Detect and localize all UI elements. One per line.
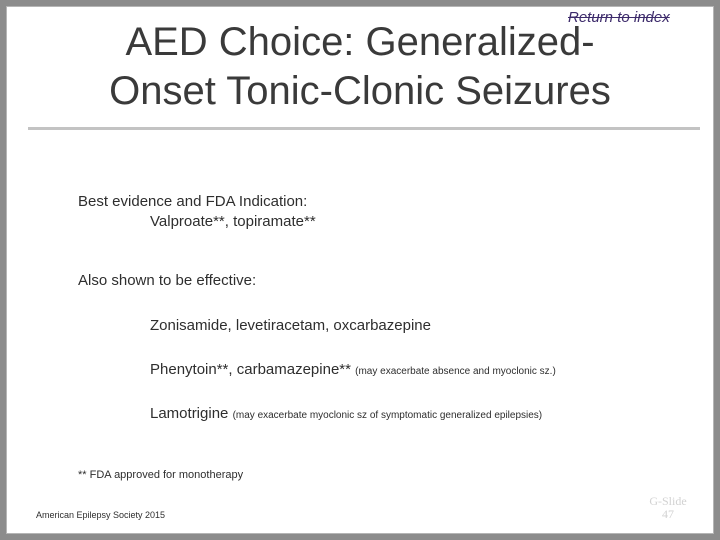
slide-title-line-2: Onset Tonic-Clonic Seizures	[109, 69, 611, 113]
list-item	[150, 405, 542, 422]
footer-source: American Epilepsy Society 2015	[36, 510, 166, 520]
list-item	[150, 361, 556, 378]
slide-number-value: 47	[662, 507, 674, 521]
title-divider	[28, 127, 700, 130]
footnote: ** FDA approved for monotherapy	[78, 469, 244, 481]
list-item-caveat: (may exacerbate absence and myoclonic sz.)	[355, 366, 556, 377]
slide-number-label: G-Slide	[649, 494, 687, 508]
slide-title-line-1: AED Choice: Generalized-	[125, 20, 595, 64]
list-item	[150, 317, 431, 334]
list-item-drugs: Lamotrigine	[150, 405, 229, 422]
best-evidence-heading: Best evidence and FDA Indication:	[78, 193, 308, 210]
list-item-caveat: (may exacerbate myoclonic sz of symptomatic generalized epilepsies)	[232, 410, 543, 421]
list-item-drugs: Phenytoin**, carbamazepine**	[150, 361, 351, 378]
list-item-drugs: Zonisamide, levetiracetam, oxcarbazepine	[150, 317, 431, 334]
slide-number	[648, 495, 688, 521]
best-evidence-drugs: Valproate**, topiramate**	[150, 213, 316, 230]
also-effective-heading: Also shown to be effective:	[78, 272, 257, 289]
return-to-index-link[interactable]: Return to index	[568, 9, 670, 26]
slide-title	[0, 18, 720, 116]
